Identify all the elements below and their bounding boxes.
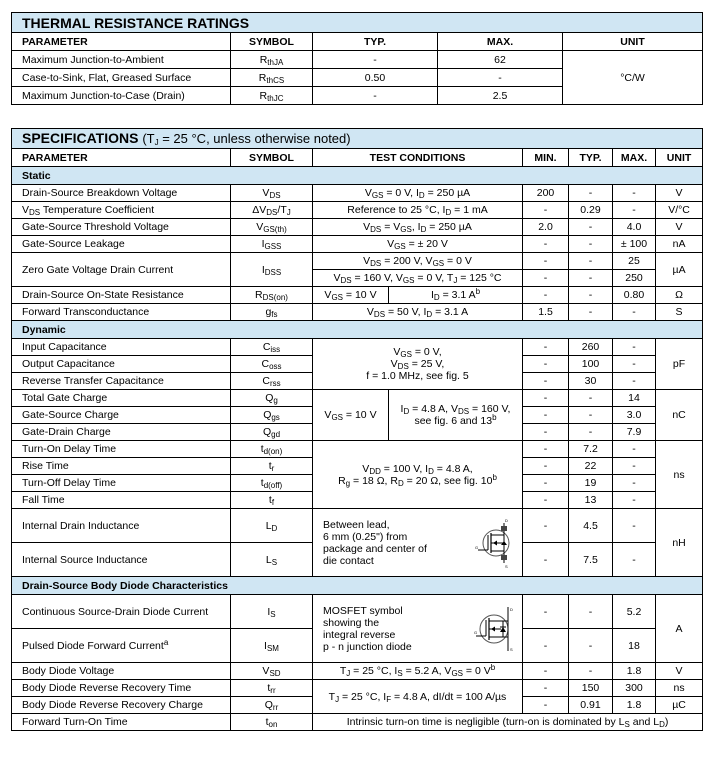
symbol: $I_{DSS}$ xyxy=(231,253,313,287)
table-row xyxy=(12,253,703,270)
parameter: Total Gate Charge xyxy=(12,390,231,407)
max-value: - xyxy=(613,185,656,202)
parameter: $V_{DS}$ Temperature Coefficient xyxy=(12,202,231,219)
table-row xyxy=(12,51,703,69)
max-value: 5.2 xyxy=(613,595,656,629)
typ-value: - xyxy=(569,663,613,680)
typ-value: 0.91 xyxy=(569,697,613,714)
max-value: - xyxy=(613,492,656,509)
min-value: - xyxy=(523,441,569,458)
typ-value: - xyxy=(313,51,438,69)
max-value: - xyxy=(613,441,656,458)
min-value: - xyxy=(523,407,569,424)
unit: S xyxy=(656,304,703,321)
typ-value: - xyxy=(569,253,613,270)
min-value: - xyxy=(523,543,569,577)
test-condition: $T_J = 25$ °C, $I_S = 5.2$ A, $V_{GS} = 0$ $V^b$ xyxy=(313,663,523,680)
unit: nH xyxy=(656,509,703,577)
min-value: - xyxy=(523,509,569,543)
symbol: $Q_{rr}$ xyxy=(231,697,313,714)
symbol: $t_f$ xyxy=(231,492,313,509)
section-dynamic: Dynamic xyxy=(12,321,703,339)
symbol: $C_{rss}$ xyxy=(231,373,313,390)
diode-condition-text: MOSFET symbol showing the integral reverse p - n junction diode xyxy=(323,604,412,653)
min-value: - xyxy=(523,663,569,680)
svg-text:G: G xyxy=(474,629,478,635)
max-value: 4.0 xyxy=(613,219,656,236)
symbol: $t_{d(on)}$ xyxy=(231,441,313,458)
max-value: 1.8 xyxy=(613,697,656,714)
parameter: Internal Source Inductance xyxy=(12,543,231,577)
test-condition: $T_J = 25$ °C, $I_F = 4.8$ A, dI/dt = 100 A/µs xyxy=(313,680,523,714)
typ-value: 22 xyxy=(569,458,613,475)
max-value: 18 xyxy=(613,629,656,663)
unit: V xyxy=(656,185,703,202)
test-condition-vgs: $V_{GS} = 10$ V xyxy=(313,390,389,441)
min-value: - xyxy=(523,356,569,373)
symbol: $V_{SD}$ xyxy=(231,663,313,680)
test-condition: $V_{DS} = V_{GS}$, $I_D = 250$ µA xyxy=(313,219,523,236)
symbol: $Q_g$ xyxy=(231,390,313,407)
col-parameter: PARAMETER xyxy=(12,149,231,167)
max-value: 14 xyxy=(613,390,656,407)
parameter: Maximum Junction-to-Ambient xyxy=(12,51,231,69)
min-value: - xyxy=(523,253,569,270)
max-value: - xyxy=(613,475,656,492)
typ-value: 100 xyxy=(569,356,613,373)
typ-value: 0.50 xyxy=(313,69,438,87)
max-value: - xyxy=(613,458,656,475)
typ-value: - xyxy=(313,87,438,105)
symbol: $\Delta V_{DS}/T_J$ xyxy=(231,202,313,219)
unit: pF xyxy=(656,339,703,390)
test-condition: $V_{GS} = 0$ V, $V_{DS} = 25$ V, f = 1.0 MHz, see fig. 5 xyxy=(313,339,523,390)
typ-value: - xyxy=(569,407,613,424)
test-condition xyxy=(313,509,523,577)
typ-value: - xyxy=(569,304,613,321)
min-value: - xyxy=(523,629,569,663)
unit: A xyxy=(656,595,703,663)
parameter: Turn-Off Delay Time xyxy=(12,475,231,492)
max-value: 300 xyxy=(613,680,656,697)
symbol: $t_{on}$ xyxy=(231,714,313,731)
min-value: - xyxy=(523,458,569,475)
min-value: - xyxy=(523,680,569,697)
min-value: - xyxy=(523,595,569,629)
symbol: $t_r$ xyxy=(231,458,313,475)
typ-value: - xyxy=(569,424,613,441)
min-value: - xyxy=(523,236,569,253)
typ-value: - xyxy=(569,629,613,663)
max-value: - xyxy=(613,339,656,356)
max-value: ± 100 xyxy=(613,236,656,253)
test-condition: $V_{DS} = 160$ V, $V_{GS} = 0$ V, $T_J = 125$ °C xyxy=(313,270,523,287)
symbol: $V_{GS(th)}$ xyxy=(231,219,313,236)
typ-value: 0.29 xyxy=(569,202,613,219)
max-value: - xyxy=(613,373,656,390)
parameter: Gate-Drain Charge xyxy=(12,424,231,441)
symbol: $Q_{gd}$ xyxy=(231,424,313,441)
parameter: Case-to-Sink, Flat, Greased Surface xyxy=(12,69,231,87)
min-value: - xyxy=(523,390,569,407)
svg-text:S: S xyxy=(505,563,508,569)
col-unit: UNIT xyxy=(656,149,703,167)
parameter: Input Capacitance xyxy=(12,339,231,356)
test-condition: $V_{DD} = 100$ V, $I_D = 4.8$ A, $R_g = 18$ Ω, $R_D = 20$ Ω, see fig. 10$^b$ xyxy=(313,441,523,509)
parameter: Drain-Source Breakdown Voltage xyxy=(12,185,231,202)
table-row xyxy=(12,287,703,304)
col-parameter: PARAMETER xyxy=(12,33,231,51)
section-body-diode: Drain-Source Body Diode Characteristics xyxy=(12,577,703,595)
test-condition-id: $I_D = 3.1$ $A^b$ xyxy=(389,287,523,304)
typ-value: - xyxy=(569,595,613,629)
typ-value: 7.2 xyxy=(569,441,613,458)
test-condition xyxy=(313,595,523,663)
parameter: Gate-Source Threshold Voltage xyxy=(12,219,231,236)
unit: µC xyxy=(656,697,703,714)
typ-value: - xyxy=(569,185,613,202)
max-value: 7.9 xyxy=(613,424,656,441)
test-condition: Reference to 25 °C, $I_D = 1$ mA xyxy=(313,202,523,219)
mosfet-diode-symbol-icon xyxy=(474,603,518,655)
max-value: - xyxy=(613,202,656,219)
symbol: $R_{DS(on)}$ xyxy=(231,287,313,304)
table-row xyxy=(12,680,703,697)
max-value: - xyxy=(613,356,656,373)
max-value: 250 xyxy=(613,270,656,287)
symbol: $I_{SM}$ xyxy=(231,629,313,663)
table-row xyxy=(12,390,703,407)
table-row xyxy=(12,441,703,458)
svg-text:D: D xyxy=(505,517,508,523)
table-row xyxy=(12,202,703,219)
unit: ns xyxy=(656,441,703,509)
min-value: - xyxy=(523,492,569,509)
col-min: MIN. xyxy=(523,149,569,167)
col-symbol: SYMBOL xyxy=(231,149,313,167)
mosfet-inductance-symbol-icon xyxy=(474,517,518,569)
test-condition: $V_{DS} = 200$ V, $V_{GS} = 0$ V xyxy=(313,253,523,270)
thermal-title: THERMAL RESISTANCE RATINGS xyxy=(12,13,703,33)
parameter: Forward Turn-On Time xyxy=(12,714,231,731)
typ-value: - xyxy=(569,219,613,236)
col-typ: TYP. xyxy=(313,33,438,51)
typ-value: 7.5 xyxy=(569,543,613,577)
table-row xyxy=(12,714,703,731)
unit: nA xyxy=(656,236,703,253)
typ-value: - xyxy=(569,390,613,407)
min-value: - xyxy=(523,202,569,219)
typ-value: - xyxy=(569,236,613,253)
col-symbol: SYMBOL xyxy=(231,33,313,51)
symbol: $R_{thJA}$ xyxy=(231,51,313,69)
parameter: Gate-Source Leakage xyxy=(12,236,231,253)
col-test-conditions: TEST CONDITIONS xyxy=(313,149,523,167)
unit: V xyxy=(656,219,703,236)
specifications-title: SPECIFICATIONS ($T_J = 25$ °C, unless otherwise noted) xyxy=(12,129,703,149)
section-static: Static xyxy=(12,167,703,185)
unit: V/°C xyxy=(656,202,703,219)
min-value: 200 xyxy=(523,185,569,202)
col-unit: UNIT xyxy=(563,33,703,51)
parameter: Drain-Source On-State Resistance xyxy=(12,287,231,304)
unit: ns xyxy=(656,680,703,697)
unit: Ω xyxy=(656,287,703,304)
symbol: $V_{DS}$ xyxy=(231,185,313,202)
parameter: Internal Drain Inductance xyxy=(12,509,231,543)
parameter: Output Capacitance xyxy=(12,356,231,373)
col-max: MAX. xyxy=(613,149,656,167)
test-condition: $V_{GS} = 0$ V, $I_D = 250$ µA xyxy=(313,185,523,202)
symbol: $C_{oss}$ xyxy=(231,356,313,373)
max-value: 25 xyxy=(613,253,656,270)
symbol: $t_{d(off)}$ xyxy=(231,475,313,492)
symbol: $R_{thJC}$ xyxy=(231,87,313,105)
max-value: - xyxy=(613,543,656,577)
max-value: 0.80 xyxy=(613,287,656,304)
parameter: Continuous Source-Drain Diode Current xyxy=(12,595,231,629)
unit: V xyxy=(656,663,703,680)
parameter: Body Diode Reverse Recovery Charge xyxy=(12,697,231,714)
symbol: $I_S$ xyxy=(231,595,313,629)
symbol: $Q_{gs}$ xyxy=(231,407,313,424)
test-condition: Intrinsic turn-on time is negligible (turn-on is dominated by $L_S$ and $L_D$) xyxy=(313,714,703,731)
test-condition-vgs: $V_{GS} = 10$ V xyxy=(313,287,389,304)
min-value: 2.0 xyxy=(523,219,569,236)
max-value: 1.8 xyxy=(613,663,656,680)
typ-value: 13 xyxy=(569,492,613,509)
min-value: 1.5 xyxy=(523,304,569,321)
table-row xyxy=(12,236,703,253)
symbol: $R_{thCS}$ xyxy=(231,69,313,87)
parameter: Reverse Transfer Capacitance xyxy=(12,373,231,390)
min-value: - xyxy=(523,270,569,287)
svg-text:D: D xyxy=(510,606,513,612)
typ-value: - xyxy=(569,287,613,304)
table-row xyxy=(12,339,703,356)
unit: µA xyxy=(656,253,703,287)
typ-value: 150 xyxy=(569,680,613,697)
max-value: - xyxy=(438,69,563,87)
thermal-resistance-table xyxy=(11,12,703,105)
max-value: 62 xyxy=(438,51,563,69)
parameter: Zero Gate Voltage Drain Current xyxy=(12,253,231,287)
parameter: Fall Time xyxy=(12,492,231,509)
inductance-condition-text: Between lead, 6 mm (0.25") from package and center of die contact xyxy=(323,518,427,567)
parameter: Pulsed Diode Forward Current$^a$ xyxy=(12,629,231,663)
svg-text:S: S xyxy=(510,646,513,652)
table-row xyxy=(12,509,703,543)
min-value: - xyxy=(523,339,569,356)
table-row xyxy=(12,219,703,236)
min-value: - xyxy=(523,697,569,714)
typ-value: 19 xyxy=(569,475,613,492)
max-value: 3.0 xyxy=(613,407,656,424)
col-typ: TYP. xyxy=(569,149,613,167)
symbol: $I_{GSS}$ xyxy=(231,236,313,253)
min-value: - xyxy=(523,287,569,304)
symbol: $L_S$ xyxy=(231,543,313,577)
max-value: 2.5 xyxy=(438,87,563,105)
test-condition: $V_{DS} = 50$ V, $I_D = 3.1$ A xyxy=(313,304,523,321)
symbol: $g_{fs}$ xyxy=(231,304,313,321)
svg-text:G: G xyxy=(475,544,479,550)
max-value: - xyxy=(613,304,656,321)
parameter: Body Diode Reverse Recovery Time xyxy=(12,680,231,697)
parameter: Forward Transconductance xyxy=(12,304,231,321)
typ-value: 4.5 xyxy=(569,509,613,543)
symbol: $C_{iss}$ xyxy=(231,339,313,356)
table-row xyxy=(12,304,703,321)
symbol: $L_D$ xyxy=(231,509,313,543)
table-row xyxy=(12,185,703,202)
max-value: - xyxy=(613,509,656,543)
parameter: Maximum Junction-to-Case (Drain) xyxy=(12,87,231,105)
table-row xyxy=(12,663,703,680)
test-condition-id: $I_D = 4.8$ A, $V_{DS} = 160$ V, see fig. 6 and 13$^b$ xyxy=(389,390,523,441)
table-row xyxy=(12,595,703,629)
parameter: Turn-On Delay Time xyxy=(12,441,231,458)
symbol: $t_{rr}$ xyxy=(231,680,313,697)
min-value: - xyxy=(523,475,569,492)
parameter: Body Diode Voltage xyxy=(12,663,231,680)
test-condition: $V_{GS}$ = ± 20 V xyxy=(313,236,523,253)
typ-value: 260 xyxy=(569,339,613,356)
unit: °C/W xyxy=(563,51,703,105)
min-value: - xyxy=(523,424,569,441)
col-max: MAX. xyxy=(438,33,563,51)
typ-value: 30 xyxy=(569,373,613,390)
specifications-table xyxy=(11,128,703,731)
typ-value: - xyxy=(569,270,613,287)
unit: nC xyxy=(656,390,703,441)
parameter: Rise Time xyxy=(12,458,231,475)
min-value: - xyxy=(523,373,569,390)
parameter: Gate-Source Charge xyxy=(12,407,231,424)
